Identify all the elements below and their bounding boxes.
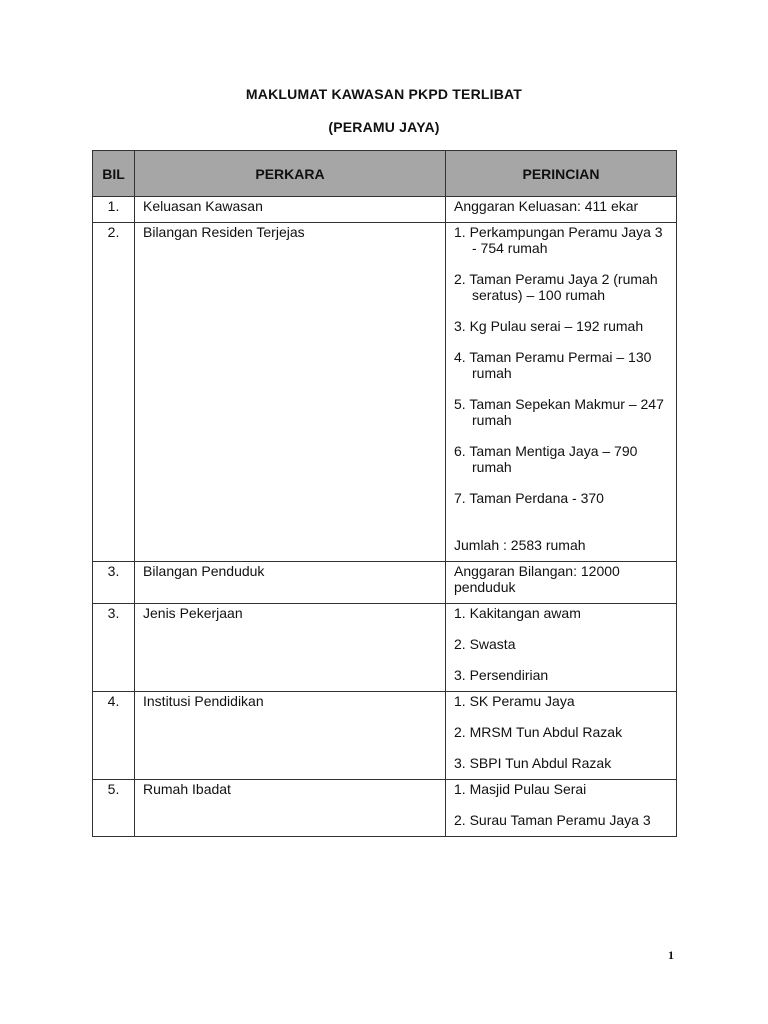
detail-list [454,693,670,771]
row-number: 1. [93,197,135,223]
document-subtitle: (PERAMU JAYA) [328,119,440,135]
list-item: 1. Perkampungan Peramu Jaya 3 - 754 rumah [454,224,663,256]
row-perkara: Jenis Pekerjaan [135,604,446,692]
detail-list [454,781,670,828]
list-item: 2. Swasta [454,636,516,652]
info-table [92,150,677,837]
list-item: 3. Persendirian [454,667,549,683]
row-detail [446,604,677,692]
row-number: 3. [93,562,135,604]
list-item: 2. Surau Taman Peramu Jaya 3 [454,812,651,828]
header-bil: BIL [93,151,135,197]
row-perkara: Rumah Ibadat [135,780,446,837]
row-perkara: Bilangan Residen Terjejas [135,223,446,562]
list-item: 2. MRSM Tun Abdul Razak [454,724,623,740]
table-row [93,604,677,692]
list-item: 1. Kakitangan awam [454,605,581,621]
row-perkara: Keluasan Kawasan [135,197,446,223]
row-detail [446,223,677,562]
row-number: 4. [93,692,135,780]
table-row [93,223,677,562]
row-perkara: Institusi Pendidikan [135,692,446,780]
list-item: 6. Taman Mentiga Jaya – 790 rumah [454,443,638,475]
row-number: 5. [93,780,135,837]
row-perkara: Bilangan Penduduk [135,562,446,604]
row-number: 3. [93,604,135,692]
row-number: 2. [93,223,135,562]
total-houses: Jumlah : 2583 rumah [454,537,586,553]
page-number: 1 [668,948,674,962]
row-detail [446,692,677,780]
list-item: 1. SK Peramu Jaya [454,693,575,709]
list-item: 1. Masjid Pulau Serai [454,781,587,797]
list-item: 2. Taman Peramu Jaya 2 (rumah seratus) – 100 rumah [454,271,658,303]
table-row [93,780,677,837]
document-title: MAKLUMAT KAWASAN PKPD TERLIBAT [245,86,523,102]
row-detail [446,780,677,837]
row-detail: Anggaran Bilangan: 12000 penduduk [446,562,677,604]
table-row [93,562,677,604]
list-item: 3. SBPI Tun Abdul Razak [454,755,612,771]
list-item: 5. Taman Sepekan Makmur – 247 rumah [454,396,664,428]
row-detail: Anggaran Keluasan: 411 ekar [446,197,677,223]
header-perkara: PERKARA [135,151,446,197]
table-row [93,197,677,223]
header-perincian: PERINCIAN [446,151,677,197]
list-item: 7. Taman Perdana - 370 [454,490,604,506]
table-row [93,692,677,780]
table-header-row [93,151,677,197]
list-item: 3. Kg Pulau serai – 192 rumah [454,318,644,334]
detail-list [454,224,670,506]
detail-list [454,605,670,683]
list-item: 4. Taman Peramu Permai – 130 rumah [454,349,652,381]
